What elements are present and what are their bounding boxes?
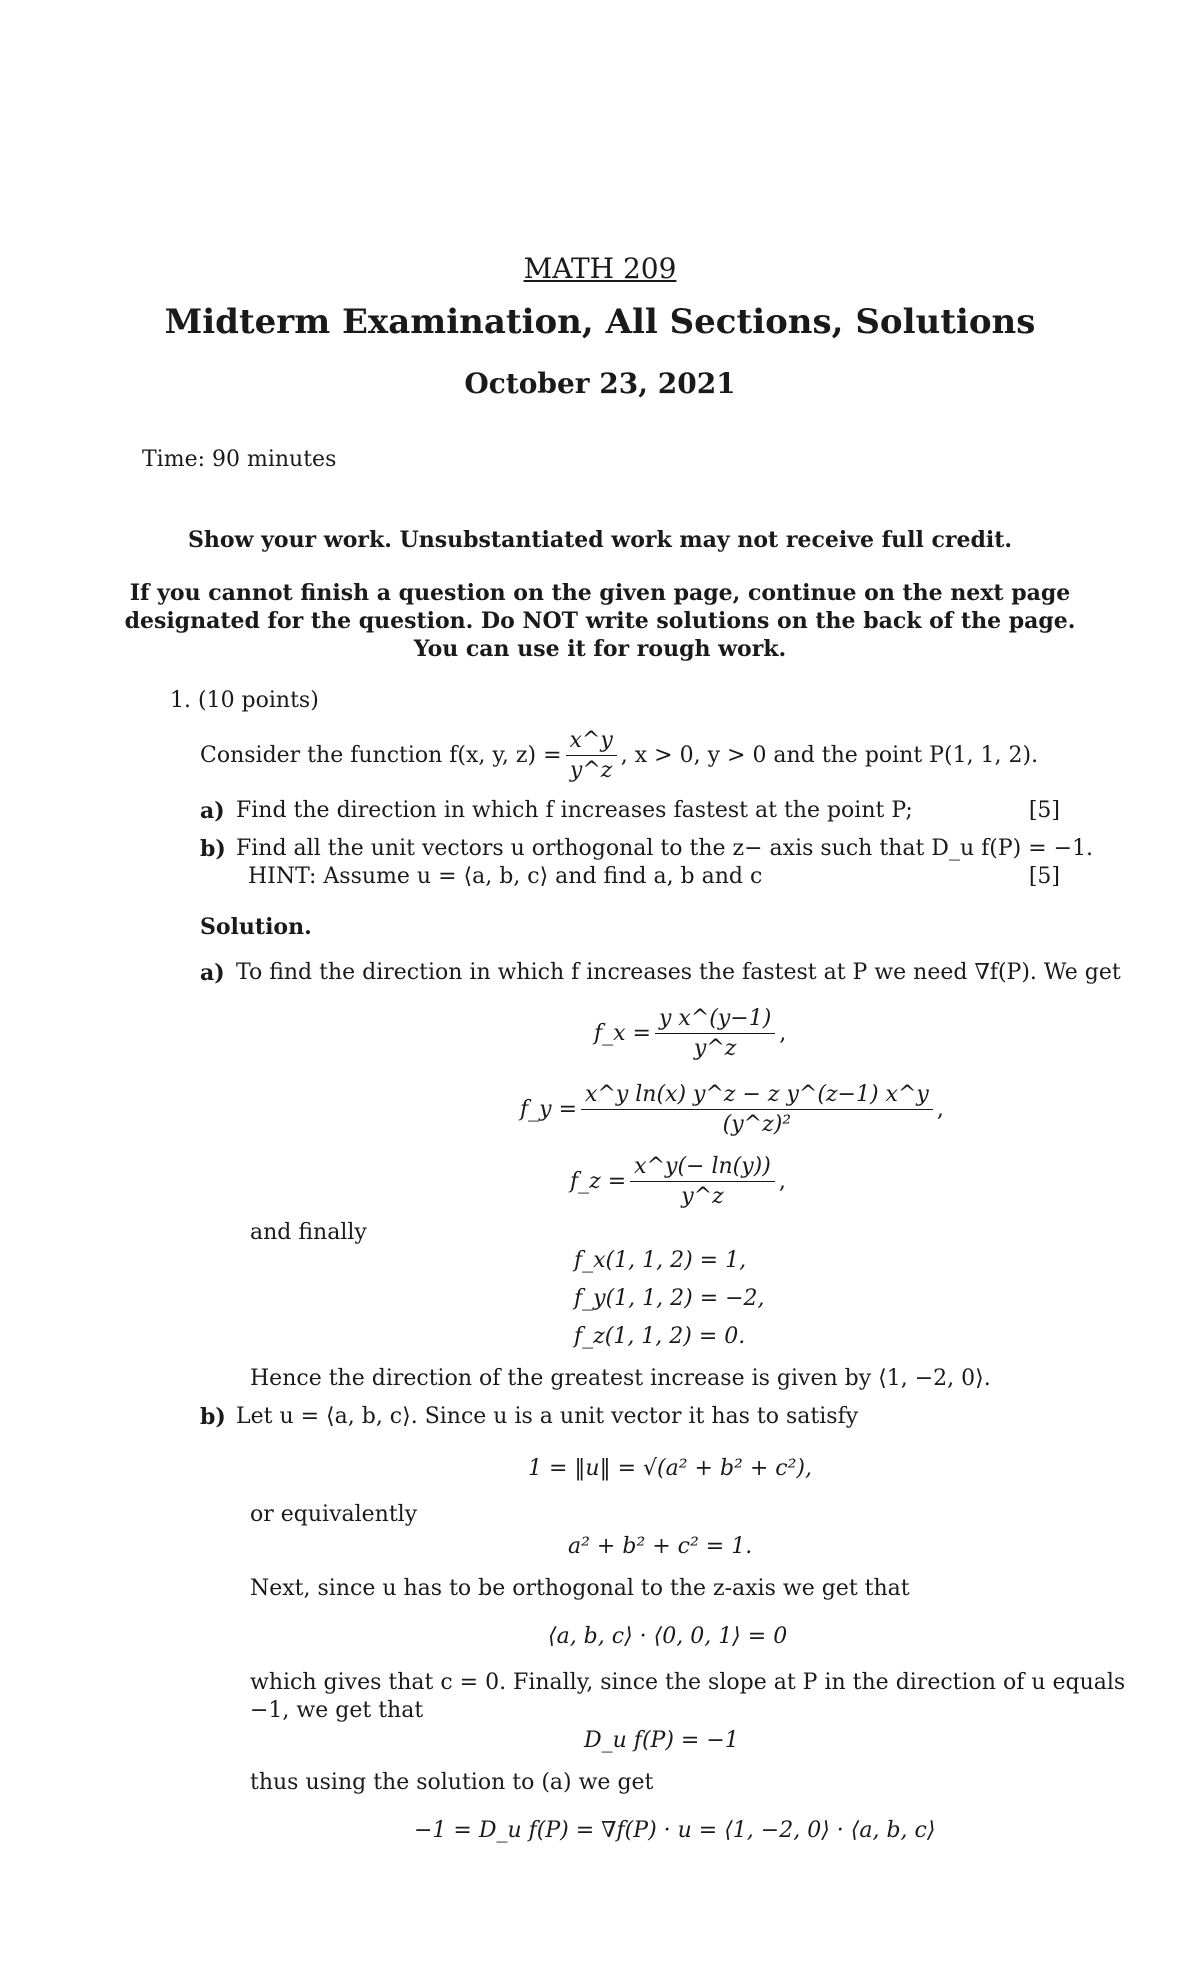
fz-lhs: f_z = [570,1169,627,1194]
equation-fz: f_z = $\frac{x\^{}y(- \ln(y))}{y\^{}z}$ , [570,1154,786,1209]
question-heading: 1. (10 points) [170,688,319,713]
solution-a-label: a) [200,960,225,986]
fz-denominator: y^z [681,1184,724,1209]
time-limit: Time: 90 minutes [142,447,337,472]
hence-text: Hence the direction of the greatest increase is given by ⟨1, −2, 0⟩. [250,1366,991,1391]
equation-final: −1 = D_u f(P) = ∇f(P) · u = ⟨1, −2, 0⟩ · ⟨a, b, c⟩ [414,1818,936,1843]
which-text-1: which gives that c = 0. Finally, since the slope at P in the direction of u equals [250,1670,1126,1695]
part-a-text: Find the direction in which f increases fastest at the point P; [236,798,913,823]
part-b-marks: [5] [1028,864,1060,889]
thus-text: thus using the solution to (a) we get [250,1770,654,1795]
instruction-line-3: designated for the question. Do NOT write solutions on the back of the page. [124,608,1076,634]
fy-lhs: f_y = [520,1097,577,1122]
solution-a-intro: To find the direction in which f increases the fastest at P we need ∇f(P). We get [236,960,1121,985]
exam-date: October 23, 2021 [464,367,736,400]
consider-suffix: , x > 0, y > 0 and the point P(1, 1, 2). [620,743,1039,768]
equation-fx: f_x = $\frac{\text{y x\textasciicircum{}(y−1)}}{y\^{}z}$ , [594,1006,787,1061]
fz-numerator: x^y(− ln(y)) [630,1154,775,1182]
fx-lhs: f_x = [594,1021,651,1046]
solution-b-intro: Let u = ⟨a, b, c⟩. Since u is a unit vector it has to satisfy [236,1404,859,1429]
solution-b-label: b) [200,1404,226,1430]
instruction-line-2: If you cannot finish a question on the given page, continue on the next page [129,580,1071,606]
part-b-label: b) [200,836,226,862]
or-equivalently-text: or equivalently [250,1502,418,1527]
fy-fraction [581,1082,933,1137]
consider-prefix: Consider the function f(x, y, z) = [200,743,562,768]
exam-title: Midterm Examination, All Sections, Solutions [164,302,1036,342]
instruction-line-1: Show your work. Unsubstantiated work may not receive full credit. [187,527,1013,553]
fx-numerator: y x^(y−1) [655,1006,775,1034]
value-fx: f_x(1, 1, 2) = 1, [574,1248,747,1273]
fx-fraction [655,1006,775,1061]
value-fy: f_y(1, 1, 2) = −2, [574,1286,765,1311]
equation-dot: ⟨a, b, c⟩ · ⟨0, 0, 1⟩ = 0 [548,1624,788,1649]
equation-fy: f_y = $\frac{\text{x\textasciicircum{}y ln(x) y\textasciicircum{}z − z y\textasciicircum{}(z−1) x\textasciicircum{}y}}{\text{(y\textasciicircum{}z)²}}$ , [520,1082,944,1137]
fx-denominator: y^z [693,1036,737,1061]
course-code: MATH 209 [523,252,677,285]
equation-norm: 1 = ‖u‖ = √(a² + b² + c²), [528,1456,813,1481]
value-fz: f_z(1, 1, 2) = 0. [574,1324,746,1349]
fz-fraction [630,1154,775,1209]
instruction-line-4: You can use it for rough work. [413,636,787,662]
part-a-label: a) [200,798,225,824]
solution-heading: Solution. [200,914,312,940]
function-denominator: y^z [569,758,613,783]
and-finally-text: and finally [250,1220,367,1245]
which-text-2: −1, we get that [250,1698,424,1723]
fy-denominator: (y^z)² [722,1112,792,1137]
function-numerator: x^y [566,728,617,756]
part-b-hint: HINT: Assume u = ⟨a, b, c⟩ and find a, b and c [248,864,763,889]
function-fraction [566,728,617,783]
part-b-text: Find all the unit vectors u orthogonal to the z− axis such that D_u f(P) = −1. [236,836,1094,861]
question-function-line [200,728,1038,783]
equation-sum: a² + b² + c² = 1. [568,1534,753,1559]
next-text: Next, since u has to be orthogonal to the z-axis we get that [250,1576,910,1601]
fy-numerator: x^y ln(x) y^z − z y^(z−1) x^y [581,1082,933,1110]
part-a-marks: [5] [1028,798,1060,823]
equation-du: D_u f(P) = −1 [584,1728,739,1753]
